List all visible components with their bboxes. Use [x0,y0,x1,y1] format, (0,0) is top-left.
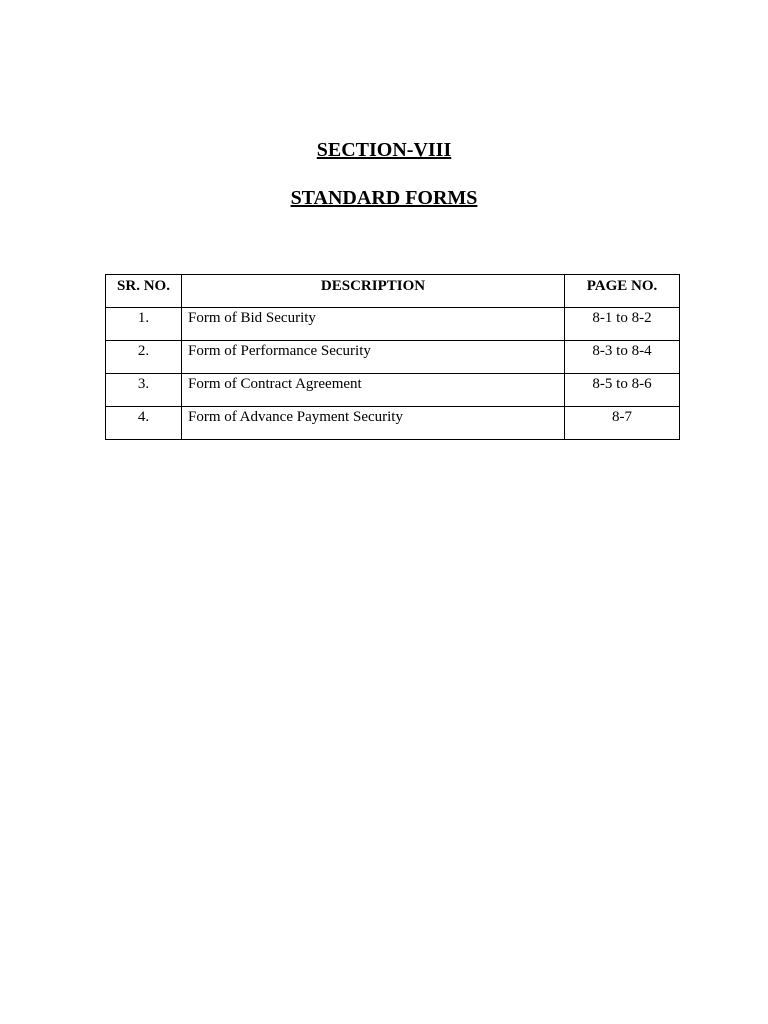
row-description: Form of Bid Security [182,308,565,341]
document-title: STANDARD FORMS [290,187,478,209]
table-row [106,374,680,407]
row-page-no: 8-1 to 8-2 [565,308,680,341]
row-page-no: 8-3 to 8-4 [565,341,680,374]
table-row [106,407,680,440]
table-row [106,308,680,341]
row-description: Form of Performance Security [182,341,565,374]
section-heading: SECTION-VIII [316,139,452,161]
header-sr-no: SR. NO. [106,275,182,308]
table-row [106,341,680,374]
row-sr-no: 2. [106,341,182,374]
row-sr-no: 3. [106,374,182,407]
row-description: Form of Contract Agreement [182,374,565,407]
row-sr-no: 1. [106,308,182,341]
header-page-no: PAGE NO. [565,275,680,308]
row-sr-no: 4. [106,407,182,440]
row-description: Form of Advance Payment Security [182,407,565,440]
header-description: DESCRIPTION [182,275,565,308]
table-header-row [106,275,680,308]
standard-forms-table [105,274,680,440]
row-page-no: 8-5 to 8-6 [565,374,680,407]
row-page-no: 8-7 [565,407,680,440]
